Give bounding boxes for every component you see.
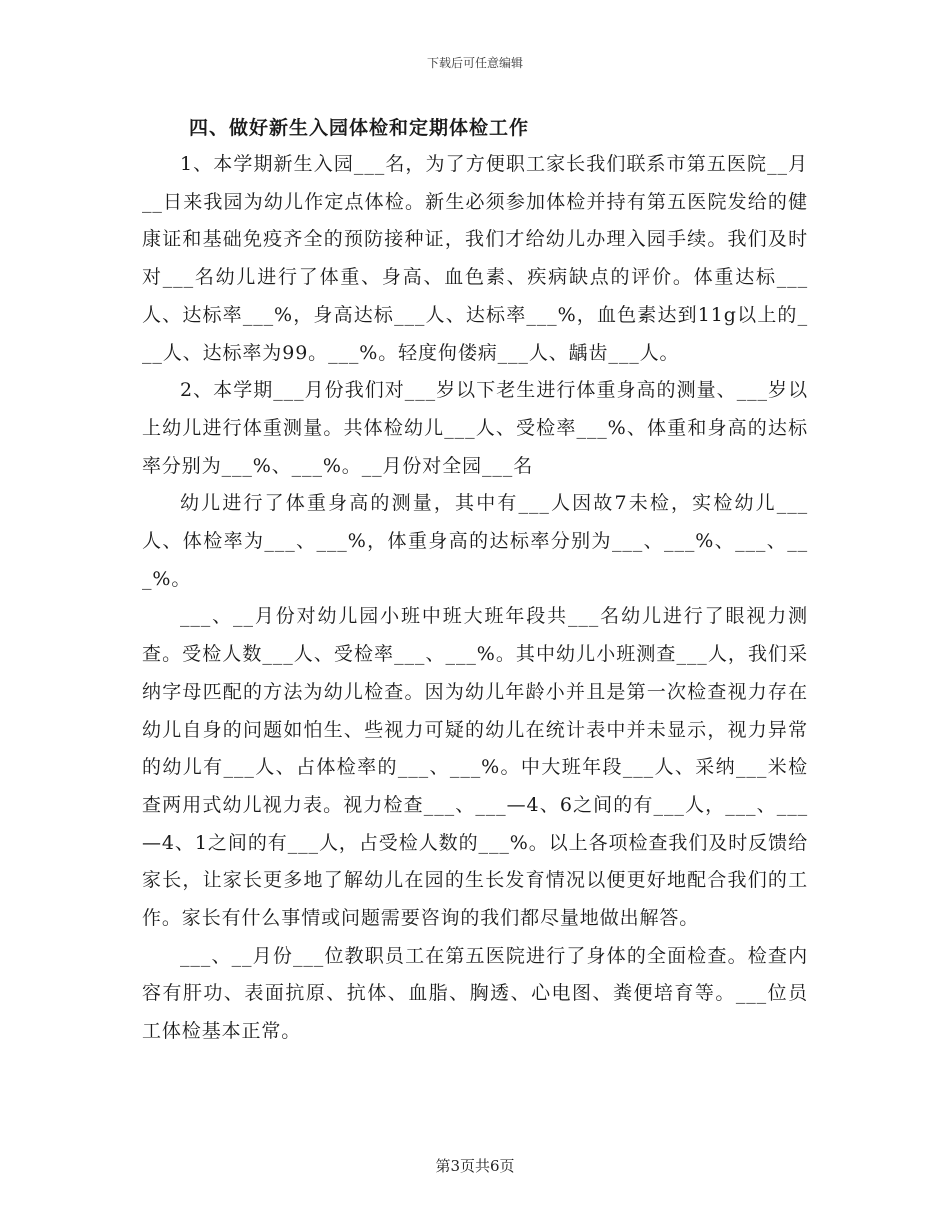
- paragraph-full-measurement: 幼儿进行了体重身高的测量，其中有___人因故7未检，实检幼儿___人、体检率为___、___%，体重身高的达标率分别为___、___%、___、___%。: [142, 492, 808, 590]
- page-number-footer: 第3页共6页: [435, 1157, 515, 1175]
- section-heading: 四、做好新生入园体检和定期体检工作: [189, 117, 530, 139]
- document-body: [142, 110, 808, 1051]
- page-header-note: 下载后可任意编辑: [426, 56, 523, 70]
- paragraph-vision-test: ___、__月份对幼儿园小班中班大班年段共___名幼儿进行了眼视力测查。受检人数___人、受检率___、___%。其中幼儿小班测查___人，我们采纳字母匹配的方法为幼儿检查。因为幼儿年龄小并且是第一次检查视力存在幼儿自身的问题如怕生、些视力可疑的幼儿在统计表中并未显示，视力异常的幼儿有___人、占体检率的___、___%。中大班年段___人、采纳___米检查两用式幼儿视力表。视力检查___、___—4、6之间的有___人，___、___—4、1之间的有___人，占受检人数的___%。以上各项检查我们及时反馈给家长，让家长更多地了解幼儿在园的生长发育情况以便更好地配合我们的工作。家长有什么事情或问题需要咨询的我们都尽量地做出解答。: [142, 605, 808, 930]
- paragraph-staff-checkup: ___、__月份___位教职员工在第五医院进行了身体的全面检查。检查内容有肝功、表面抗原、抗体、血脂、胸透、心电图、粪便培育等。___位员工体检基本正常。: [142, 944, 808, 1043]
- paragraph-old-student-measurement: 2、本学期___月份我们对___岁以下老生进行体重身高的测量、___岁以上幼儿进行体重测量。共体检幼儿___人、受检率___%、体重和身高的达标率分别为___%、___%。__月份对全园___名: [142, 379, 808, 477]
- paragraph-new-student-checkup: 1、本学期新生入园___名，为了方便职工家长我们联系市第五医院__月__日来我园为幼儿作定点体检。新生必须参加体检并持有第五医院发给的健康证和基础免疫齐全的预防接种证，我们才给幼儿办理入园手续。我们及时对___名幼儿进行了体重、身高、血色素、疾病缺点的评价。体重达标___人、达标率___%，身高达标___人、达标率___%，血色素达到11g以上的___人、达标率为99。___%。轻度佝偻病___人、龋齿___人。: [142, 153, 808, 364]
